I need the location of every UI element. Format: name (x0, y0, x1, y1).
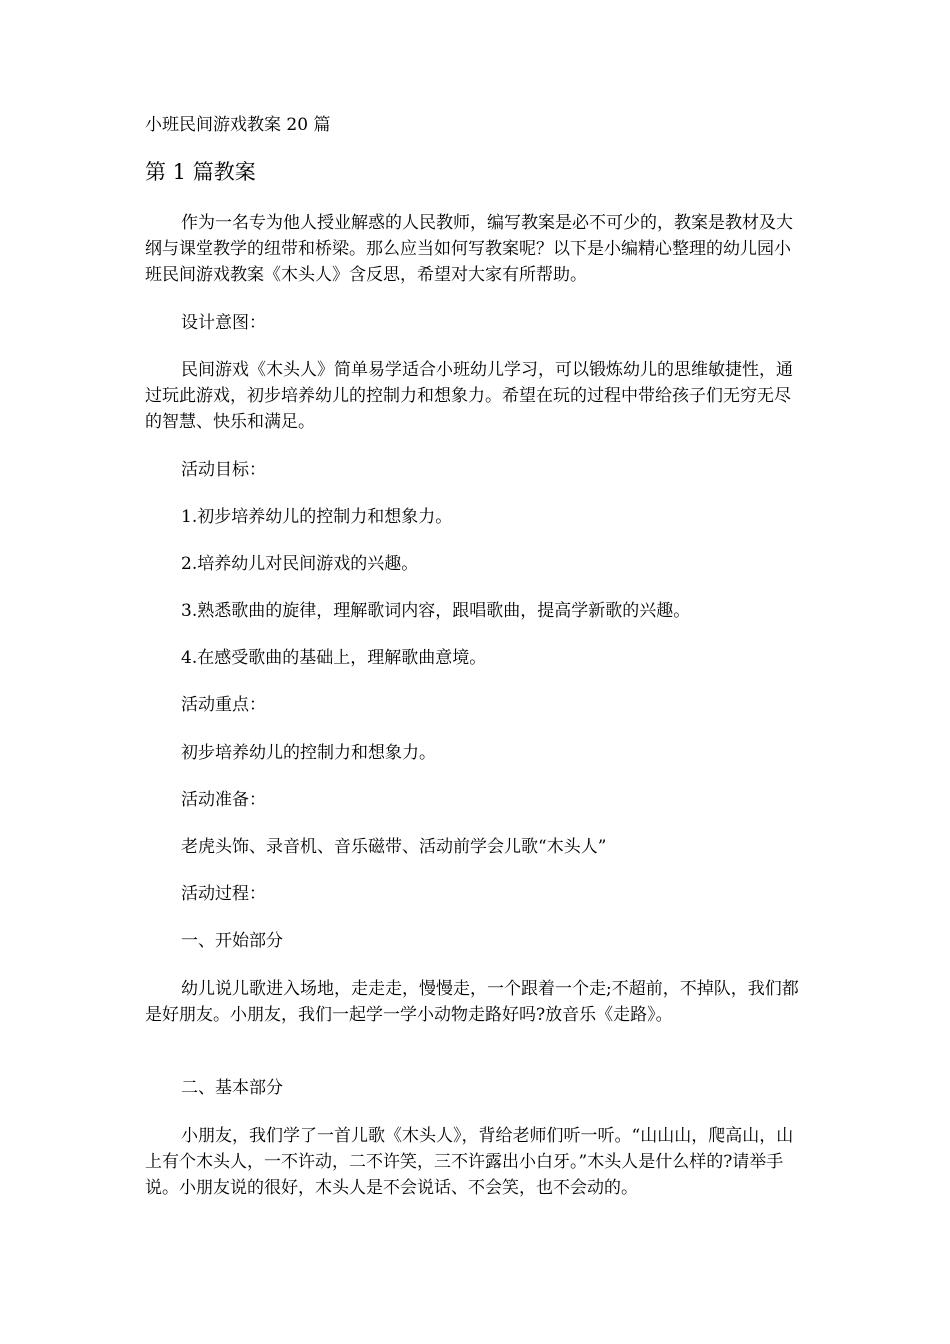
activity-focus-text: 初步培养幼儿的控制力和想象力。 (181, 743, 436, 763)
goal-item-3: 3.熟悉歌曲的旋律，理解歌词内容，跟唱歌曲，提高学新歌的兴趣。 (181, 601, 691, 621)
goal-item-1: 1.初步培养幼儿的控制力和想象力。 (181, 507, 453, 527)
part-two-heading: 二、基本部分 (181, 1078, 283, 1098)
part-one-paragraph: 幼儿说儿歌进入场地，走走走，慢慢走，一个跟着一个走;不超前，不掉队，我们都是好朋友。小朋友，我们一起学一学小动物走路好吗?放音乐《走路》。 (145, 979, 799, 1025)
activity-goals-heading: 活动目标： (181, 460, 266, 480)
goal-item-2: 2.培养幼儿对民间游戏的兴趣。 (181, 554, 419, 574)
activity-process-heading: 活动过程： (181, 884, 266, 904)
design-intent-heading: 设计意图： (181, 313, 266, 333)
design-intent-paragraph: 民间游戏《木头人》简单易学适合小班幼儿学习，可以锻炼幼儿的思维敏捷性，通过玩此游戏，初步培养幼儿的控制力和想象力。希望在玩的过程中带给孩子们无穷无尽的智慧、快乐和满足。 (145, 360, 793, 432)
section-title: 第 1 篇教案 (145, 160, 256, 184)
activity-prep-heading: 活动准备： (181, 790, 266, 810)
intro-paragraph: 作为一名专为他人授业解惑的人民教师，编写教案是必不可少的，教案是教材及大纲与课堂教学的纽带和桥梁。那么应当如何写教案呢？以下是小编精心整理的幼儿园小班民间游戏教案《木头人》含反思，希望对大家有所帮助。 (145, 213, 793, 285)
activity-prep-text: 老虎头饰、录音机、音乐磁带、活动前学会儿歌“木头人” (181, 837, 607, 857)
activity-focus-heading: 活动重点： (181, 695, 266, 715)
document-title: 小班民间游戏教案 20 篇 (145, 115, 331, 135)
goal-item-4: 4.在感受歌曲的基础上，理解歌曲意境。 (181, 648, 487, 668)
part-one-heading: 一、开始部分 (181, 931, 283, 951)
part-two-paragraph: 小朋友，我们学了一首儿歌《木头人》，背给老师们听一听。“山山山，爬高山，山上有个木头人，一不许动，二不许笑，三不许露出小白牙。”木头人是什么样的?请举手说。小朋友说的很好，木头人是不会说话、不会笑，也不会动的。 (145, 1126, 794, 1198)
